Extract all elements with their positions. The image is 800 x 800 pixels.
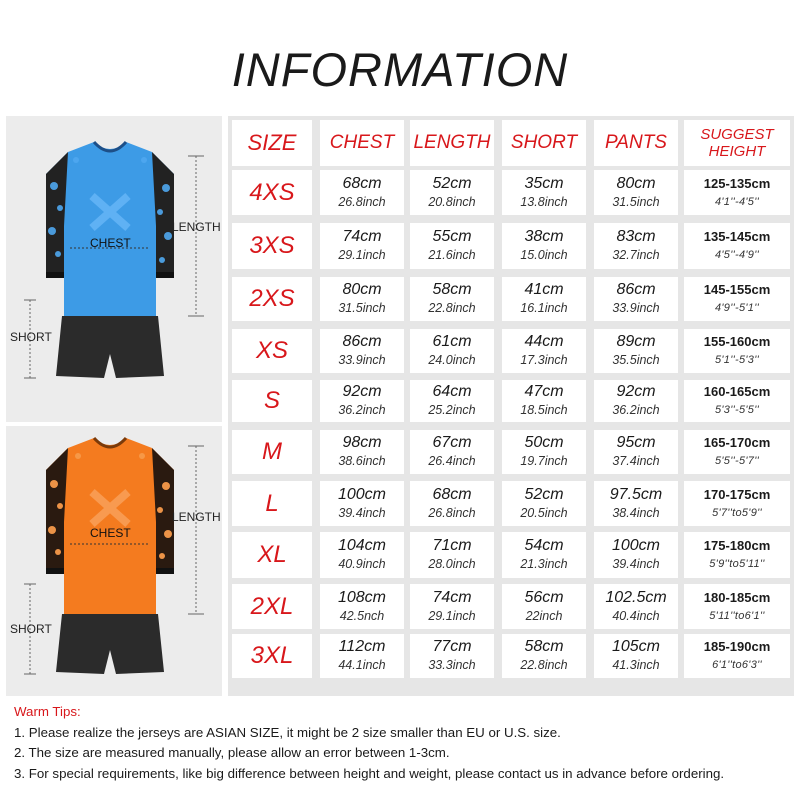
length-inch: 25.2inch	[428, 403, 476, 417]
short-cm: 38cm	[524, 228, 564, 245]
chest-inch: 44.1inch	[338, 658, 386, 672]
length-label: LENGTH	[172, 220, 221, 234]
pants-cell	[594, 380, 678, 422]
length-cm: 68cm	[432, 485, 472, 503]
length-inch: 28.0inch	[428, 557, 476, 571]
length-cell	[410, 380, 494, 422]
height-ft: 5'5''-5'7''	[714, 455, 760, 467]
height-cell	[684, 532, 790, 578]
blue-kit-figure	[6, 116, 222, 422]
height-ft: 4'9''-5'1''	[714, 302, 760, 314]
height-cm: 145-155cm	[703, 282, 771, 297]
page-title: INFORMATION	[231, 43, 569, 96]
pants-cm: 92cm	[616, 383, 656, 400]
size-label: 2XL	[232, 584, 312, 629]
short-cm: 52cm	[524, 485, 564, 503]
pants-inch: 32.7inch	[612, 248, 660, 262]
height-ft: 5'11''to6'1''	[709, 609, 765, 622]
warm-tips	[14, 702, 794, 784]
height-cell	[684, 481, 790, 526]
tip-line: 1. Please realize the jerseys are ASIAN SIZE, it might be 2 size smaller than EU or U.S. size.	[14, 724, 561, 740]
short-cm: 58cm	[524, 638, 564, 655]
pants-inch: 35.5inch	[612, 353, 660, 367]
short-cell	[502, 430, 586, 474]
short-inch: 18.5inch	[520, 403, 568, 417]
pants-cell	[594, 223, 678, 269]
short-inch: 21.3inch	[520, 557, 568, 571]
pants-inch: 33.9inch	[612, 301, 660, 315]
size-label: XL	[232, 532, 312, 578]
chest-inch: 40.9inch	[338, 557, 386, 571]
chest-inch: 36.2inch	[338, 403, 386, 417]
header-size: SIZE	[232, 120, 312, 166]
pants-cell	[594, 329, 678, 373]
header-chest: CHEST	[320, 120, 404, 166]
chest-cell	[320, 430, 404, 474]
height-cm: 180-185cm	[703, 589, 771, 605]
size-label: 3XL	[232, 634, 312, 678]
chest-inch: 39.4inch	[338, 505, 386, 520]
short-cell	[502, 532, 586, 578]
height-cm: 185-190cm	[703, 639, 771, 654]
chest-cell	[320, 170, 404, 215]
pants-cell	[594, 170, 678, 215]
header-suggest-line: HEIGHT	[708, 143, 766, 160]
size-label: M	[232, 430, 312, 474]
height-cm: 135-145cm	[703, 229, 771, 244]
header-pants: PANTS	[594, 120, 678, 166]
size-chart-table	[228, 116, 794, 696]
height-ft: 4'5''-4'9''	[714, 249, 760, 261]
height-cell	[684, 584, 790, 629]
chest-inch: 42.5nch	[339, 608, 385, 623]
pants-cm: 89cm	[616, 333, 656, 350]
short-cell	[502, 277, 586, 321]
length-inch: 20.8inch	[428, 194, 476, 209]
length-cell	[410, 329, 494, 373]
chest-cell	[320, 584, 404, 629]
short-cell	[502, 584, 586, 629]
length-label: LENGTH	[172, 510, 221, 524]
short-inch: 15.0inch	[520, 248, 568, 262]
length-cell	[410, 170, 494, 215]
height-cm: 170-175cm	[703, 486, 771, 502]
chest-cm: 74cm	[342, 228, 382, 245]
short-cm: 41cm	[524, 281, 564, 298]
short-cm: 47cm	[524, 383, 564, 400]
chest-cm: 112cm	[338, 638, 386, 655]
height-cell	[684, 329, 790, 373]
chest-cm: 104cm	[337, 537, 387, 554]
short-inch: 19.7inch	[520, 454, 568, 468]
length-inch: 24.0inch	[428, 353, 476, 367]
pants-inch: 40.4inch	[612, 608, 660, 623]
height-cell	[684, 430, 790, 474]
height-cell	[684, 380, 790, 422]
chest-inch: 38.6inch	[338, 454, 386, 468]
length-cm: 67cm	[432, 434, 472, 451]
length-cm: 77cm	[432, 638, 472, 655]
height-ft: 5'1''-5'3''	[714, 354, 760, 366]
size-label: XS	[232, 329, 312, 373]
length-inch: 33.3inch	[428, 658, 476, 672]
orange-kit-figure	[6, 426, 222, 696]
length-cm: 74cm	[432, 588, 472, 606]
pants-cm: 102.5cm	[605, 588, 667, 606]
length-cell	[410, 634, 494, 678]
pants-cm: 105cm	[611, 638, 661, 655]
chest-cm: 68cm	[342, 174, 382, 192]
orange-kit-illustration	[6, 426, 222, 696]
short-cell	[502, 223, 586, 269]
length-cm: 61cm	[432, 333, 472, 350]
chest-cell	[320, 634, 404, 678]
header-short: SHORT	[502, 120, 586, 166]
pants-inch: 41.3inch	[612, 658, 660, 672]
pants-cell	[594, 532, 678, 578]
pants-cell	[594, 634, 678, 678]
warm-tips-heading: Warm Tips:	[14, 704, 81, 719]
pants-inch: 31.5inch	[612, 194, 660, 209]
size-label: 3XS	[232, 223, 312, 269]
height-cell	[684, 223, 790, 269]
short-cell	[502, 380, 586, 422]
length-cm: 55cm	[432, 228, 472, 245]
chest-cell	[320, 223, 404, 269]
chest-cell	[320, 532, 404, 578]
short-cm: 54cm	[524, 537, 564, 554]
height-cm: 155-160cm	[703, 334, 771, 349]
height-ft: 5'7''to5'9''	[712, 506, 762, 519]
chest-cell	[320, 329, 404, 373]
chest-label: CHEST	[90, 236, 131, 250]
header-suggest-height	[684, 120, 790, 166]
size-label: L	[232, 481, 312, 526]
short-inch: 13.8inch	[520, 194, 568, 209]
chest-cell	[320, 481, 404, 526]
chest-cm: 86cm	[342, 333, 382, 350]
pants-cell	[594, 481, 678, 526]
length-cm: 71cm	[432, 537, 472, 554]
header-length: LENGTH	[410, 120, 494, 166]
short-cm: 35cm	[524, 174, 564, 192]
height-cm: 160-165cm	[703, 384, 771, 399]
header-suggest-line: SUGGEST	[700, 126, 774, 143]
pants-cm: 97.5cm	[609, 485, 663, 503]
height-ft: 4'1''-4'5''	[714, 195, 760, 208]
short-label: SHORT	[10, 622, 52, 636]
short-label: SHORT	[10, 330, 52, 344]
length-inch: 29.1inch	[428, 608, 476, 623]
chest-inch: 33.9inch	[338, 353, 386, 367]
length-cell	[410, 584, 494, 629]
short-cell	[502, 481, 586, 526]
chest-inch: 26.8inch	[338, 194, 386, 209]
size-label: 4XS	[232, 170, 312, 215]
short-cell	[502, 634, 586, 678]
short-cell	[502, 170, 586, 215]
pants-cm: 95cm	[616, 434, 656, 451]
pants-cm: 100cm	[611, 537, 661, 554]
chest-inch: 31.5inch	[338, 301, 386, 315]
blue-kit-illustration	[6, 116, 222, 422]
height-cm: 175-180cm	[703, 538, 771, 553]
pants-cm: 80cm	[616, 174, 656, 192]
chest-cell	[320, 380, 404, 422]
pants-inch: 36.2inch	[612, 403, 660, 417]
size-label: 2XS	[232, 277, 312, 321]
size-label: S	[232, 380, 312, 422]
short-inch: 17.3inch	[520, 353, 568, 367]
length-inch: 22.8inch	[428, 301, 476, 315]
chest-cm: 92cm	[342, 383, 382, 400]
length-cell	[410, 430, 494, 474]
pants-cm: 83cm	[616, 228, 656, 245]
tip-line: 3. For special requirements, like big difference between height and weight, please contact us in advance before ordering.	[14, 765, 725, 781]
pants-cell	[594, 430, 678, 474]
pants-cm: 86cm	[616, 281, 656, 298]
height-cell	[684, 170, 790, 215]
chest-inch: 29.1inch	[338, 248, 386, 262]
height-cell	[684, 634, 790, 678]
short-inch: 22.8inch	[520, 658, 568, 672]
height-cell	[684, 277, 790, 321]
short-inch: 20.5inch	[520, 505, 568, 520]
length-cell	[410, 481, 494, 526]
length-inch: 26.4inch	[428, 454, 476, 468]
short-cm: 44cm	[524, 333, 564, 350]
chest-cm: 98cm	[342, 434, 382, 451]
short-cm: 50cm	[524, 434, 564, 451]
chest-label: CHEST	[90, 526, 131, 540]
pants-inch: 37.4inch	[612, 454, 660, 468]
pants-cell	[594, 584, 678, 629]
length-cm: 58cm	[432, 281, 472, 298]
chest-cm: 80cm	[342, 281, 382, 298]
chest-cm: 108cm	[337, 588, 387, 606]
height-ft: 5'9''to5'11''	[709, 558, 765, 570]
short-inch: 22inch	[525, 608, 563, 623]
pants-inch: 39.4inch	[612, 557, 660, 571]
chest-cell	[320, 277, 404, 321]
height-ft: 5'3''-5'5''	[714, 404, 760, 416]
length-cm: 64cm	[432, 383, 472, 400]
short-inch: 16.1inch	[520, 301, 568, 315]
length-cell	[410, 223, 494, 269]
short-cell	[502, 329, 586, 373]
short-cm: 56cm	[524, 588, 564, 606]
length-inch: 26.8inch	[428, 505, 476, 520]
chest-cm: 100cm	[337, 485, 387, 503]
length-inch: 21.6inch	[428, 248, 476, 262]
tip-line: 2. The size are measured manually, please allow an error between 1-3cm.	[14, 745, 450, 760]
pants-inch: 38.4inch	[612, 505, 660, 520]
length-cm: 52cm	[432, 174, 472, 192]
length-cell	[410, 532, 494, 578]
height-cm: 125-135cm	[703, 175, 771, 191]
length-cell	[410, 277, 494, 321]
height-cm: 165-170cm	[703, 435, 771, 450]
pants-cell	[594, 277, 678, 321]
height-ft: 6'1''to6'3''	[712, 659, 762, 671]
